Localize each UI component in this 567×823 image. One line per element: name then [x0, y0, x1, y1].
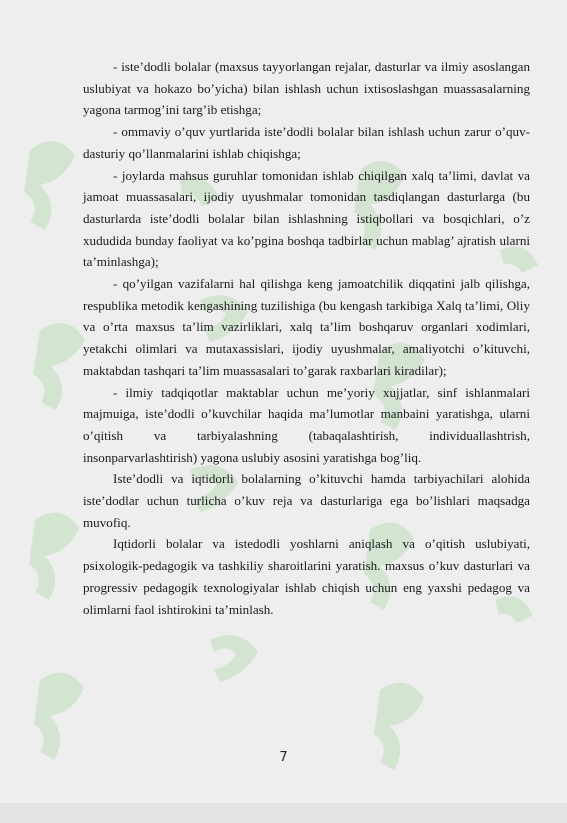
page-footer-band	[0, 803, 567, 823]
watermark-glyph	[24, 141, 75, 230]
watermark-glyph	[210, 635, 258, 682]
paragraph: - ilmiy tadqiqotlar maktablar uchun me’yoriy xujjatlar, sinf ishlanmalari majmuiga, iste’dodli o’kuvchilar haqida ma’lumotlar manbaini yaratishga, ularni o’qitish va tarbiyalashning (tabaqalashtirish, individuallashtrish, insonparvarlashtirish) yagona uslubiy asosini yaratishga bog’liq.	[83, 384, 530, 465]
page-number: 7	[279, 750, 288, 765]
paragraph: - joylarda mahsus guruhlar tomonidan ishlab chiqilgan xalq ta’limi, davlat va jamoat muassasalari, ijodiy uyushmalar tomonidan tasdiqlangan dasturlarga (bu dasturlarda iste’dodli bolalar bilan ishlashning istiqbollari va bosqichlari, o’z xududida bunday faoliyat va ko’pgina boshqa tadbirlar uchun mablag’ ajratish ularni ta’minlashga);	[83, 167, 530, 270]
watermark-glyph	[33, 323, 85, 410]
watermark-glyph	[34, 673, 84, 760]
paragraph: - qo’yilgan vazifalarni hal qilishga keng jamoatchilik diqqatini jalb qilishga, respublika metodik kengashining tuzilishiga (bu kengash tarkibiga Xalq ta’limi, Oliy va o’rta maxsus ta’lim vazirliklari, xalq ta’lim boshqaruv organlari xodimlari, yetakchi olimlari va mutaxassislari, ijodiy uyushmalar, amaliyotchi o’kituvchi, maktabdan tashqari ta’lim muassasalari to’garak raxbarlari kiradilar);	[83, 276, 530, 378]
body-text	[83, 56, 530, 620]
paragraph: Iqtidorli bolalar va istedodli yoshlarni aniqlash va o’qitish uslubiyati, psixologik-pedagogik va tashkiliy sharoitlarini yaratish. maxsus o’kuv dasturlari va progressiv pedagogik texnologiyalar ishlab chiqish uchun eng yaxshi pedagog va olimlarni faol ishtirokini ta’minlash.	[83, 536, 530, 617]
watermark-glyph	[29, 513, 79, 600]
paragraph: - iste’dodli bolalar (maxsus tayyorlangan rejalar, dasturlar va ilmiy asoslangan uslubiyat va hokazo bo’yicha) bilan ishlash uchun ixtisoslashgan muassasalarning yagona tarmog’ini targ’ib etishga;	[83, 59, 530, 118]
paragraph: Iste’dodli va iqtidorli bolalarning o’kituvchi hamda tarbiyachilari alohida iste’dodlar uchun turlicha o’kuv reja va dasturlariga ega bo’lishlari maqsadga muvofiq.	[83, 471, 530, 530]
paragraph: - ommaviy o’quv yurtlarida iste’dodli bolalar bilan ishlash uchun zarur o’quv-dasturiy qo’llanmalarini ishlab chiqishga;	[83, 124, 530, 161]
